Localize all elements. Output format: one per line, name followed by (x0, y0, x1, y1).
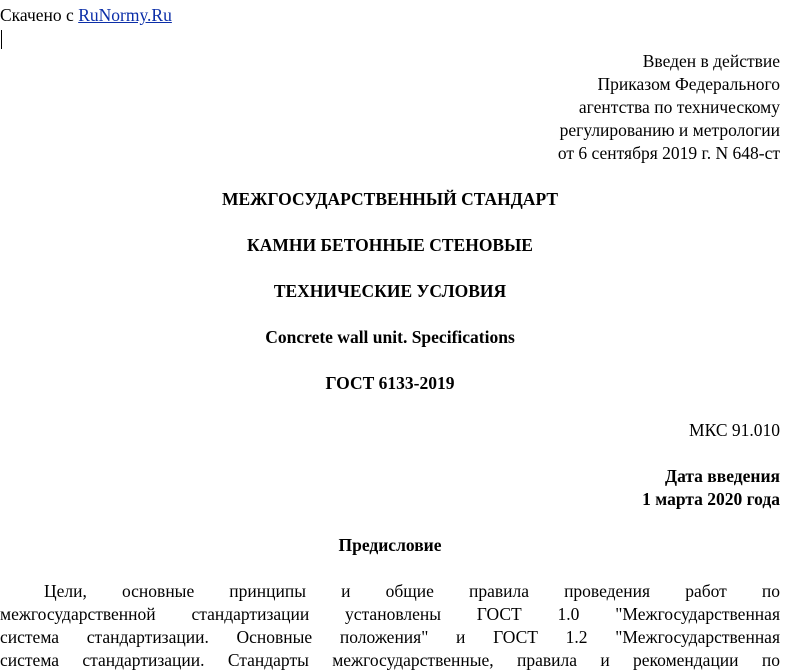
text-cursor (1, 30, 2, 49)
enactment-line: от 6 сентября 2019 г. N 648-ст (557, 143, 780, 163)
intro-date-block (642, 465, 780, 511)
paragraph-line: система стандартизации. Стандарты межгосударственные, правила и рекомендации по (0, 650, 780, 670)
intro-date-label: Дата введения (665, 466, 780, 486)
document-subtitle: ТЕХНИЧЕСКИЕ УСЛОВИЯ (273, 281, 507, 301)
standard-designation: ГОСТ 6133-2019 (325, 373, 455, 393)
english-title: Concrete wall unit. Specifications (265, 327, 515, 347)
foreword-heading: Предисловие (338, 535, 442, 555)
intro-date-value: 1 марта 2020 года (642, 489, 780, 509)
paragraph-line: система стандартизации. Основные положения" и ГОСТ 1.2 "Межгосударственная (0, 627, 780, 647)
document-title: КАМНИ БЕТОННЫЕ СТЕНОВЫЕ (247, 235, 533, 255)
enactment-block (558, 50, 780, 165)
paragraph-line: Цели, основные принципы и общие правила проведения работ по (44, 581, 780, 601)
paragraph-line: межгосударственной стандартизации установлены ГОСТ 1.0 "Межгосударственная (0, 604, 780, 624)
source-line (0, 4, 172, 27)
enactment-line: регулированию и метрологии (559, 120, 780, 140)
enactment-line: Приказом Федерального (597, 74, 780, 94)
mks-code: МКС 91.010 (689, 420, 780, 440)
enactment-line: Введен в действие (642, 51, 780, 71)
enactment-line: агентства по техническому (578, 97, 780, 117)
source-prefix: Скачено с (0, 5, 79, 25)
standard-type-heading: МЕЖГОСУДАРСТВЕННЫЙ СТАНДАРТ (221, 189, 559, 209)
foreword-paragraph (0, 580, 780, 672)
source-link[interactable]: RuNormy.Ru (78, 5, 172, 25)
